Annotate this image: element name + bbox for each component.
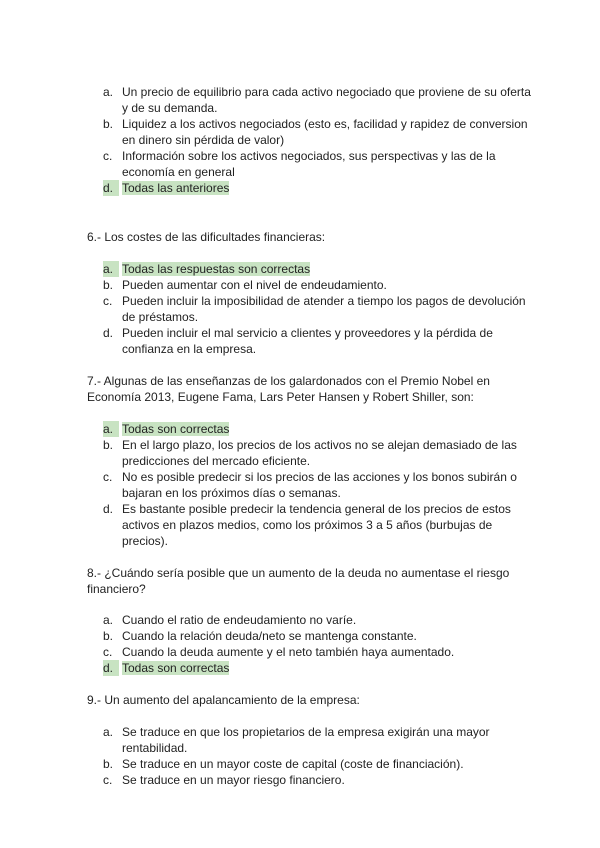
- q5-option-a: a. Un precio de equilibrio para cada activo negociado que proviene de su oferta y de su demanda.: [103, 85, 531, 115]
- q9-options: [103, 724, 533, 788]
- q9-option-a: a. Se traduce en que los propietarios de la empresa exigirán una mayor rentabilidad.: [103, 725, 490, 755]
- q5-option-b: b. Liquidez a los activos negociados (esto es, facilidad y rapidez de conversion en dinero sin pérdida de valor): [103, 117, 528, 147]
- q6-option-c: c. Pueden incluir la imposibilidad de atender a tiempo los pagos de devolución de préstamos.: [103, 294, 526, 324]
- q6-option-a-correct: a. Todas las respuestas son correctas: [103, 262, 311, 276]
- q8-option-a: a. Cuando el ratio de endeudamiento no varíe.: [103, 613, 357, 627]
- q8-option-d-correct: d. Todas son correctas: [103, 661, 230, 675]
- q7-question: 7.- Algunas de las enseñanzas de los galardonados con el Premio Nobel en Economía 2013, Eugene Fama, Lars Peter Hansen y Robert Shiller, son:: [87, 374, 490, 404]
- q9-question: 9.- Un aumento del apalancamiento de la empresa:: [87, 693, 360, 707]
- q8-option-c: c. Cuando la deuda aumente y el neto también haya aumentado.: [103, 645, 455, 659]
- q8-option-b: b. Cuando la relación deuda/neto se mantenga constante.: [103, 629, 417, 643]
- q6-option-b: b. Pueden aumentar con el nivel de endeudamiento.: [103, 278, 387, 292]
- q9-option-b: b. Se traduce en un mayor coste de capital (coste de financiación).: [103, 757, 464, 771]
- q9-option-c: c. Se traduce en un mayor riesgo financiero.: [103, 773, 345, 787]
- q5-options: [103, 84, 533, 196]
- q6-option-d: d. Pueden incluir el mal servicio a clientes y proveedores y la pérdida de confianza en la empresa.: [103, 326, 493, 356]
- q7-option-a-correct: a. Todas son correctas: [103, 422, 230, 436]
- q5-option-d-correct: d. Todas las anteriores: [103, 181, 230, 195]
- q7-option-b: b. En el largo plazo, los precios de los activos no se alejan demasiado de las predicciones del mercado eficiente.: [103, 438, 517, 468]
- q8-question: 8.- ¿Cuándo sería posible que un aumento de la deuda no aumentase el riesgo financiero?: [87, 566, 510, 596]
- q7-option-c: c. No es posible predecir si los precios de las acciones y los bonos subirán o bajaran en los próximos días o semanas.: [103, 470, 517, 500]
- q8-options: [103, 612, 533, 676]
- q7-option-d: d. Es bastante posible predecir la tendencia general de los precios de estos activos en plazos medios, como los próximos 3 a 5 años (burbujas de precios).: [103, 502, 511, 548]
- q5-option-c: c. Información sobre los activos negociados, sus perspectivas y las de la economía en general: [103, 149, 496, 179]
- q6-question: 6.- Los costes de las dificultades financieras:: [87, 230, 326, 244]
- q6-options: [103, 261, 533, 357]
- q7-options: [103, 421, 533, 549]
